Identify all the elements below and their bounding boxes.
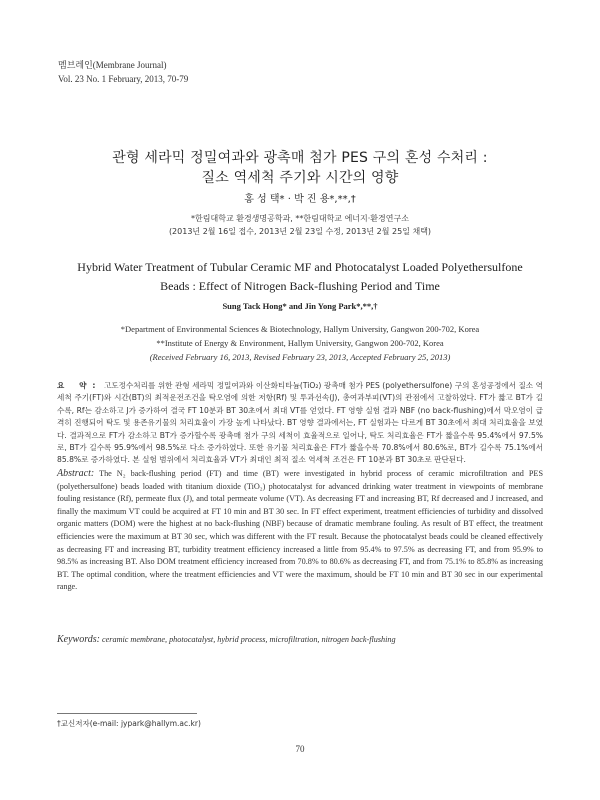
korean-authors: 홍 성 택* · 박 진 용*,**,† — [244, 194, 356, 205]
english-affiliations — [40, 322, 560, 364]
keywords-label: Keywords: — [57, 634, 100, 645]
korean-title — [40, 148, 560, 188]
corresponding-author-footnote: †교신저자(e-mail: jypark@hallym.ac.kr) — [57, 719, 201, 728]
journal-issue: Vol. 23 No. 1 February, 2013, 70-79 — [58, 74, 189, 84]
korean-title-line2: 질소 역세척 주기와 시간의 영향 — [201, 170, 399, 186]
keywords — [57, 634, 543, 646]
english-affiliation-2: **Institute of Energy & Environment, Hallym University, Gangwon 200-702, Korea — [156, 338, 444, 348]
english-title-line1: Hybrid Water Treatment of Tubular Ceramic MF and Photocatalyst Loaded Polyethersulfone — [77, 260, 523, 274]
english-abstract-label: Abstract: — [57, 468, 95, 479]
korean-affiliation-text: *한림대학교 환경생명공학과, **한림대학교 에너지·환경연구소 — [191, 214, 409, 223]
korean-abstract-label: 요 약: — [57, 381, 102, 390]
korean-affiliations — [40, 212, 560, 238]
keywords-text: ceramic membrane, photocatalyst, hybrid process, microfiltration, nitrogen back-flushing — [102, 635, 396, 644]
journal-header — [58, 58, 188, 86]
english-title — [40, 258, 560, 296]
page-number: 70 — [295, 744, 305, 754]
english-affiliation-1: *Department of Environmental Sciences & Biotechnology, Hallym University, Gangwon 200-702, Korea — [120, 324, 480, 334]
korean-received-dates: (2013년 2월 16일 접수, 2013년 2월 23일 수정, 2013년 2월 25일 채택) — [168, 227, 432, 236]
english-abstract — [57, 468, 543, 594]
footnote-divider — [57, 713, 197, 714]
korean-abstract-text: 고도정수처리를 위한 관형 세라믹 정밀여과와 이산화티타늄(TiO₂) 광촉매 첨가 PES (polyethersulfone) 구의 혼성공정에서 질소 역세척 주기(FT)와 시간(BT)의 최적운전조건을 탁오염에 의한 저항(Rf) 및 투과선속(J), 총여과부피(VT)의 관점에서 고찰하였다. FT가 짧고 BT가 길수록, Rf는 감소하고 J가 증가하여 결국 FT 10분과 BT 30초에서 최대 VT를 얻었다. FT 영향 실험 결과 NBF (no back-flushing)에서 막오염이 급격히 진행되어 탁도 및 용존유기물의 처리효율이 가장 높게 나타났다. BT 영향 결과에서는, FT 실험과는 다르게 BT 30초에서 최대 처리효율을 보였다. 결과적으로 FT가 감소하고 BT가 증가할수록 광촉매 첨가 구의 세척이 효율적으로 일어나, 탁도 처리효율은 FT가 짧을수록 95.4%에서 97.5%로, BT가 길수록 95.9%에서 98.5%로 다소 증가하였다. 또한 유기물 처리효율은 FT가 짧을수록 70.8%에서 80.6%로, BT가 길수록 75.1%에서 85.8%로 증가하였다. 본 실험 범위에서 처리효율과 VT가 최대인 최적 질소 역세척 조건은 FT 10분과 BT 30초로 판단된다. — [57, 381, 543, 465]
korean-abstract — [57, 380, 543, 467]
english-received-dates: (Received February 16, 2013, Revised February 23, 2013, Accepted February 25, 2013) — [149, 352, 451, 362]
journal-name: 멤브레인(Membrane Journal) — [58, 60, 167, 70]
english-title-line2: Beads : Effect of Nitrogen Back-flushing Period and Time — [160, 279, 440, 293]
korean-title-line1: 관형 세라믹 정밀여과와 광촉매 첨가 PES 구의 혼성 수처리 : — [112, 150, 488, 166]
english-abstract-text: The N₂ back-flushing period (FT) and time (BT) were investigated in hybrid process of ceramic microfiltration and PES (polyethersulfone) beads loaded with titanium dioxide (TiO₂) photocatalyst for advanced drinking water treatment in viewpoints of membrane fouling resistance (Rf), permeate flux (J), and total permeate volume (VT). As decreasing FT and increasing BT, Rf decreased and J increased, and finally the maximum VT could be acquired at FT 10 min and BT 30 sec. In FT effect experiment, treatment efficiencies of turbidity and dissolved organic matters (DOM) were the highest at no back-flushing (NBF) because of dramatic membrane fouling. As result of BT effect, the treatment efficiencies were the maximum at BT 30 sec, which was different with the FT result. Because the photocatalyst beads could be cleaned effectively as decreasing FT and increasing BT, turbidity treatment efficiency increased a little from 95.4% to 97.5% as decreasing FT, and from 95.9% to 98.5% as increasing BT. Also DOM treatment efficiency increased from 70.8% to 80.6% as decreasing FT, and from 75.1% to 85.8% as increasing BT. The optimal condition, where the treatment efficiencies and VT were the maximum, should be FT 10 min and BT 30 sec in our experimental range. — [57, 469, 543, 592]
english-authors: Sung Tack Hong* and Jin Yong Park*,**,† — [222, 301, 378, 311]
